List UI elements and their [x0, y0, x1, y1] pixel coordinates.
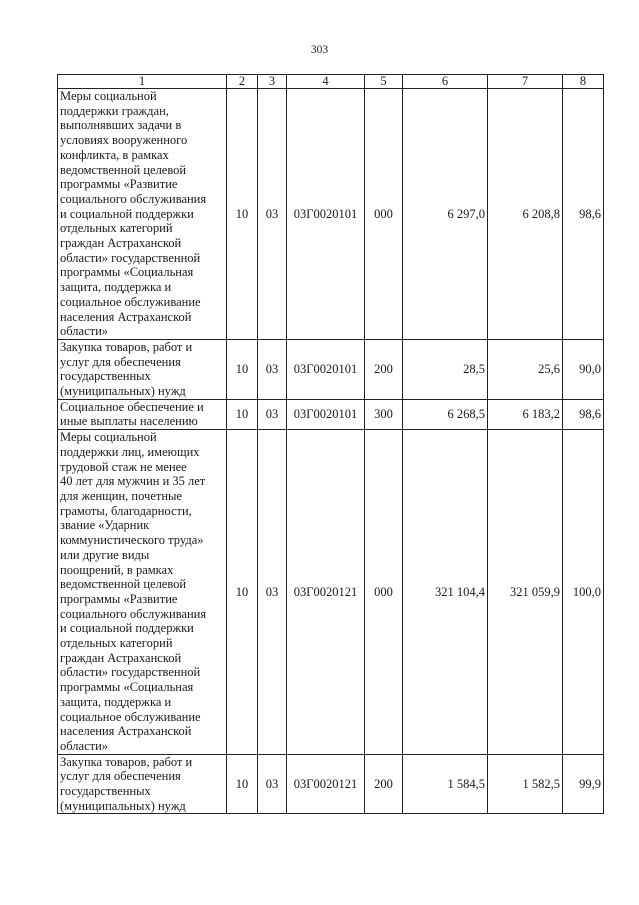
column-header: 6 — [403, 75, 488, 89]
table-header-row — [58, 75, 604, 89]
page-number: 303 — [310, 44, 329, 56]
table-row — [58, 399, 604, 429]
column-header: 8 — [563, 75, 604, 89]
row-section: 10 — [227, 399, 258, 429]
row-subsection: 03 — [258, 339, 287, 399]
row-expense-type: 000 — [365, 430, 403, 754]
row-actual-amount: 6 183,2 — [488, 399, 563, 429]
column-header: 3 — [258, 75, 287, 89]
row-subsection: 03 — [258, 430, 287, 754]
row-planned-amount: 28,5 — [403, 339, 488, 399]
column-header: 2 — [227, 75, 258, 89]
row-section: 10 — [227, 754, 258, 814]
row-target-article: 03Г0020101 — [287, 399, 365, 429]
table-row — [58, 89, 604, 340]
row-expense-type: 300 — [365, 399, 403, 429]
row-percent: 90,0 — [563, 339, 604, 399]
row-actual-amount: 25,6 — [488, 339, 563, 399]
column-header: 5 — [365, 75, 403, 89]
row-target-article: 03Г0020101 — [287, 89, 365, 340]
row-planned-amount: 321 104,4 — [403, 430, 488, 754]
row-section: 10 — [227, 89, 258, 340]
row-percent: 100,0 — [563, 430, 604, 754]
row-subsection: 03 — [258, 754, 287, 814]
row-description: Социальное обеспечение и иные выплаты населению — [58, 399, 227, 429]
row-target-article: 03Г0020121 — [287, 754, 365, 814]
row-expense-type: 200 — [365, 754, 403, 814]
row-description: Закупка товаров, работ и услуг для обеспечения государственных (муниципальных) нужд — [58, 339, 227, 399]
table-row — [58, 430, 604, 754]
row-expense-type: 000 — [365, 89, 403, 340]
table-row — [58, 754, 604, 814]
table-row — [58, 339, 604, 399]
budget-table — [57, 74, 604, 814]
row-percent: 99,9 — [563, 754, 604, 814]
row-description: Меры социальной поддержки граждан, выполнявших задачи в условиях вооруженного конфликта, в рамках ведомственной целевой программы «Развитие социального обслуживания и социальной поддержки отдельных категорий граждан Астраханской области» государственной программы «Социальная защита, поддержка и социальное обслуживание населения Астраханской области» — [58, 89, 227, 340]
row-expense-type: 200 — [365, 339, 403, 399]
row-percent: 98,6 — [563, 399, 604, 429]
row-subsection: 03 — [258, 89, 287, 340]
row-subsection: 03 — [258, 399, 287, 429]
row-actual-amount: 321 059,9 — [488, 430, 563, 754]
row-actual-amount: 6 208,8 — [488, 89, 563, 340]
row-section: 10 — [227, 430, 258, 754]
column-header: 4 — [287, 75, 365, 89]
row-percent: 98,6 — [563, 89, 604, 340]
row-description: Закупка товаров, работ и услуг для обеспечения государственных (муниципальных) нужд — [58, 754, 227, 814]
column-header: 7 — [488, 75, 563, 89]
row-target-article: 03Г0020101 — [287, 339, 365, 399]
row-description: Меры социальной поддержки лиц, имеющих трудовой стаж не менее 40 лет для мужчин и 35 лет для женщин, почетные грамоты, благодарности, звание «Ударник коммунистического труда» или другие виды поощрений, в рамках ведомственной целевой программы «Развитие социального обслуживания и социальной поддержки отдельных категорий граждан Астраханской области» государственной программы «Социальная защита, поддержка и социальное обслуживание населения Астраханской области» — [58, 430, 227, 754]
column-header: 1 — [58, 75, 227, 89]
row-section: 10 — [227, 339, 258, 399]
row-planned-amount: 6 297,0 — [403, 89, 488, 340]
row-target-article: 03Г0020121 — [287, 430, 365, 754]
row-actual-amount: 1 582,5 — [488, 754, 563, 814]
row-planned-amount: 6 268,5 — [403, 399, 488, 429]
row-planned-amount: 1 584,5 — [403, 754, 488, 814]
